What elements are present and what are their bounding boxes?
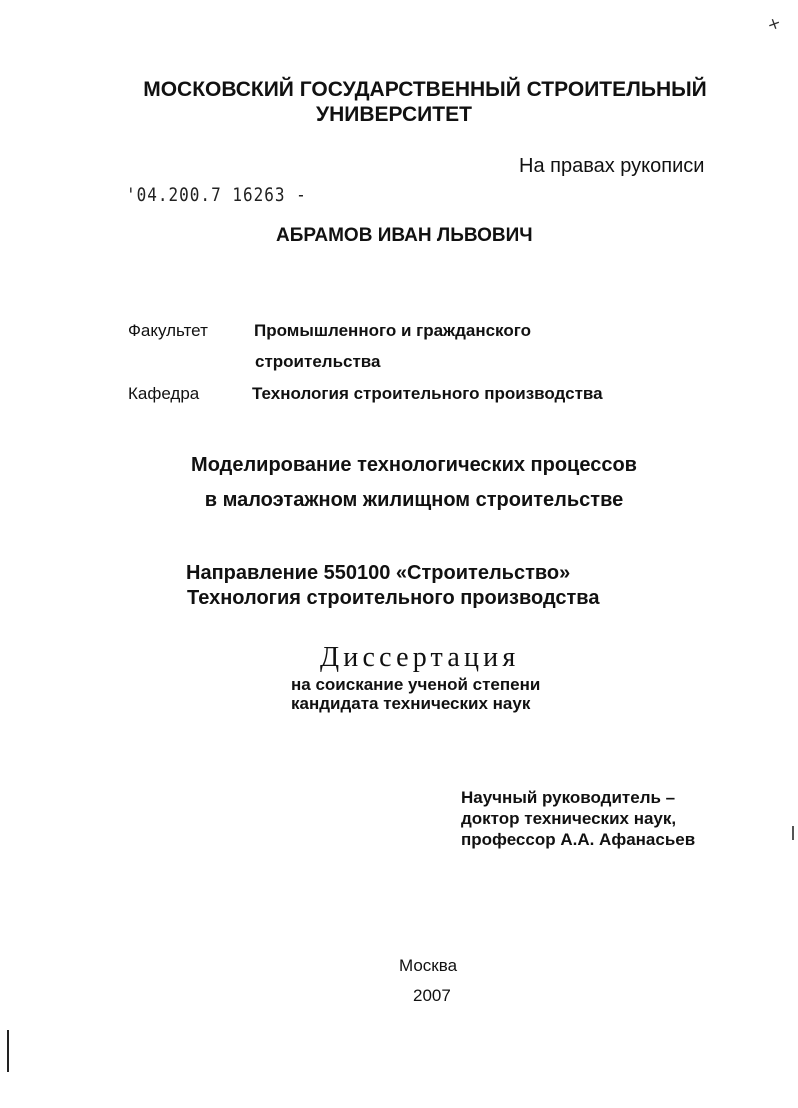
year: 2007 (413, 986, 451, 1005)
faculty-label: Факультет (128, 321, 208, 340)
university-name-line2: УНИВЕРСИТЕТ (316, 103, 472, 126)
direction-line2: Технология строительного производства (187, 587, 600, 609)
supervisor-line2: доктор технических наук, (461, 809, 677, 828)
degree-line2: кандидата технических наук (291, 694, 531, 713)
faculty-value-line1: Промышленного и гражданского (254, 321, 531, 340)
thesis-title-line2: в малоэтажном жилищном строительстве (204, 489, 624, 511)
scan-margin-mark (7, 1030, 9, 1072)
department-label: Кафедра (128, 384, 200, 403)
author-name: АБРАМОВ ИВАН ЛЬВОВИЧ (276, 225, 533, 246)
degree-line1: на соискание ученой степени (291, 675, 541, 694)
university-name-line1: МОСКОВСКИЙ ГОСУДАРСТВЕННЫЙ СТРОИТЕЛЬНЫЙ (143, 78, 707, 101)
direction-line1: Направление 550100 «Строительство» (186, 562, 571, 584)
faculty-value-line2: строительства (255, 352, 381, 371)
thesis-title-line1: Моделирование технологических процессов (191, 454, 637, 476)
stamp-number: '04.200.7 16263 - (126, 183, 307, 206)
scan-corner-mark: ✕ (765, 14, 783, 34)
city: Москва (399, 956, 458, 975)
department-value: Технология строительного производства (252, 384, 603, 403)
supervisor-line3: профессор А.А. Афанасьев (461, 830, 696, 849)
supervisor-line1: Научный руководитель – (461, 788, 676, 807)
manuscript-note: На правах рукописи (519, 155, 705, 177)
dissertation-heading: Диссертация (320, 642, 520, 673)
scan-edge-mark (792, 826, 794, 840)
